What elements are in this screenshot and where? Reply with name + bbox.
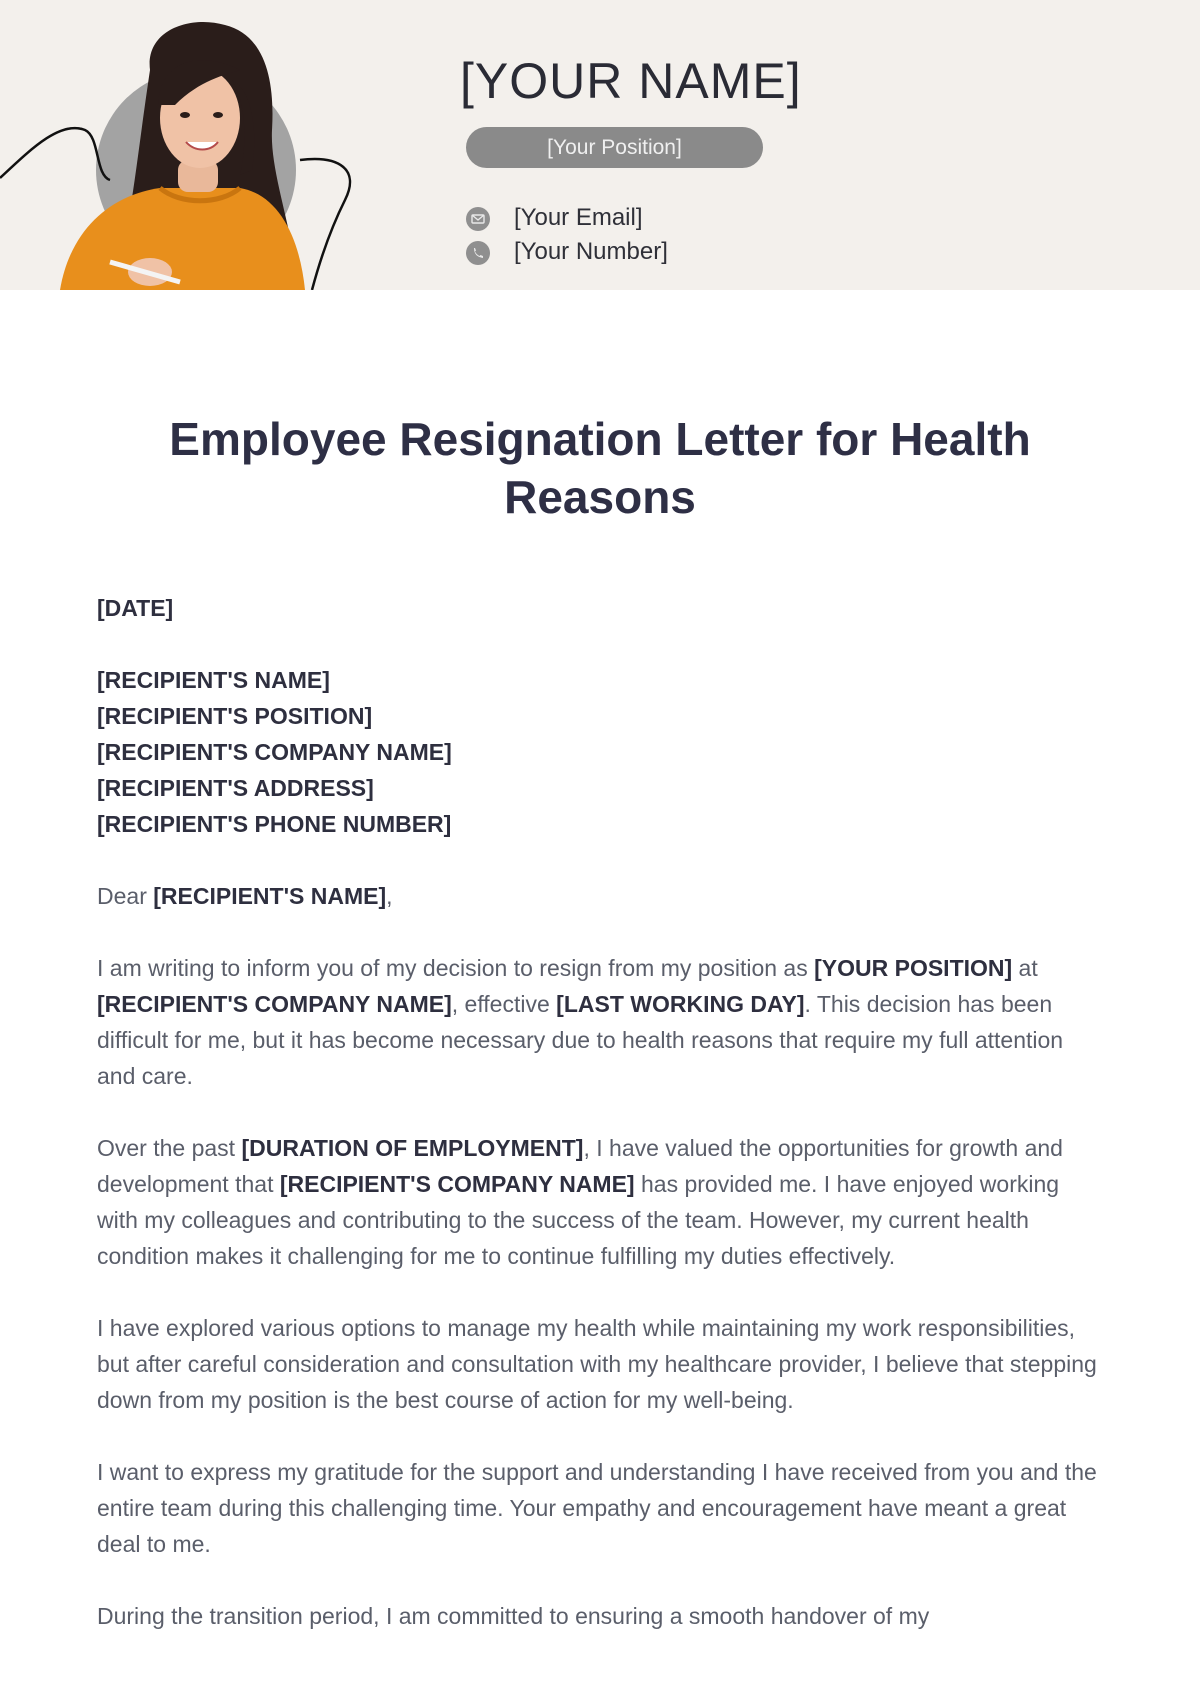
letter-title xyxy=(96,410,1104,526)
contact-phone: [Your Number] xyxy=(514,238,668,265)
contact-email-row xyxy=(466,204,643,232)
title-line-2: Reasons xyxy=(504,471,696,523)
recipient-address: [RECIPIENT'S ADDRESS] xyxy=(97,775,374,801)
header-banner xyxy=(0,0,1200,290)
contact-email: [Your Email] xyxy=(514,204,643,231)
recipient-block xyxy=(97,662,1097,842)
paragraph-4: I want to express my gratitude for the support and understanding I have received from you and the entire team during this challenging time. Your empathy and encouragement have meant a great deal to me. xyxy=(97,1459,1097,1557)
recipient-name: [RECIPIENT'S NAME] xyxy=(97,667,330,693)
letter-body xyxy=(97,590,1097,1670)
candidate-name: [YOUR NAME] xyxy=(460,53,802,109)
paragraph-3: I have explored various options to manage my health while maintaining my work responsibilities, but after careful consideration and consultation with my healthcare provider, I believe that stepping down from my position is the best course of action for my well-being. xyxy=(97,1315,1097,1413)
recipient-phone: [RECIPIENT'S PHONE NUMBER] xyxy=(97,811,452,837)
recipient-position: [RECIPIENT'S POSITION] xyxy=(97,703,373,729)
paragraph-1: I am writing to inform you of my decision to resign from my position as [YOUR POSITION] at [RECIPIENT'S COMPANY NAME], effective [LAST WORKING DAY]. This decision has been difficult for me, but it has become necessary due to health reasons that require my full attention and care. xyxy=(97,955,1064,1089)
salutation: Dear [RECIPIENT'S NAME], xyxy=(97,883,393,909)
position-badge: [Your Position] xyxy=(466,127,763,168)
phone-icon xyxy=(466,241,490,265)
title-line-1: Employee Resignation Letter for Health xyxy=(169,413,1031,465)
email-icon xyxy=(466,207,490,231)
paragraph-5: During the transition period, I am committed to ensuring a smooth handover of my xyxy=(97,1603,930,1629)
paragraph-2: Over the past [DURATION OF EMPLOYMENT], I have valued the opportunities for growth and development that [RECIPIENT'S COMPANY NAME] has provided me. I have enjoyed working with my colleagues and contributing to the success of the team. However, my current health condition makes it challenging for me to continue fulfilling my duties effectively. xyxy=(97,1135,1063,1269)
recipient-company: [RECIPIENT'S COMPANY NAME] xyxy=(97,739,452,765)
contact-phone-row xyxy=(466,238,668,266)
letter-date: [DATE] xyxy=(97,595,174,621)
profile-photo xyxy=(0,0,360,290)
